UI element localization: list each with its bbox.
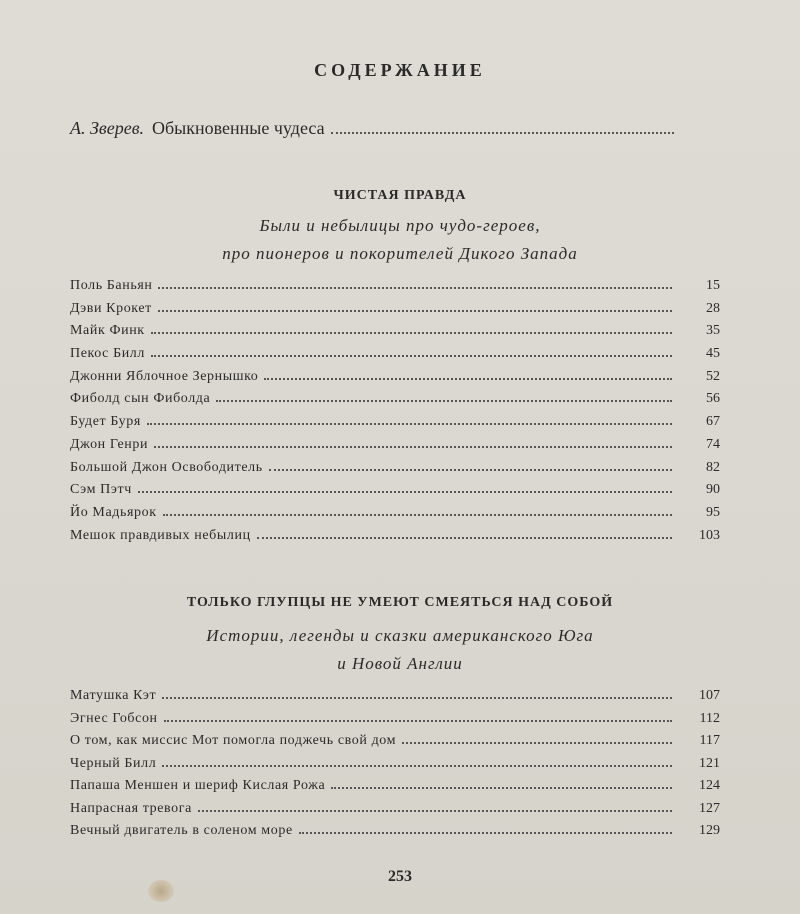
- toc-entry-title: Вечный двигатель в соленом море: [70, 823, 293, 838]
- toc-entry-title: Джонни Яблочное Зернышко: [70, 368, 259, 384]
- toc-entry-title: Мешок правдивых небылиц: [70, 527, 251, 543]
- toc-entry: [70, 278, 720, 301]
- toc-entry-page: 121: [699, 755, 720, 771]
- toc-entry: [70, 391, 720, 414]
- toc-entry-page: 74: [706, 436, 720, 452]
- toc-entry-page: 67: [706, 414, 720, 430]
- toc-entry-page: 124: [699, 778, 720, 793]
- toc-entry-page: 56: [706, 391, 720, 407]
- toc-entry-page: 28: [706, 300, 720, 316]
- leader-dots: [158, 287, 672, 289]
- leader-dots: [269, 469, 672, 471]
- leader-dots: [164, 720, 672, 722]
- intro-author: А. Зверев.: [70, 118, 145, 138]
- toc-entry-title: Матушка Кэт: [70, 688, 157, 703]
- leader-dots: [331, 132, 674, 134]
- leader-dots: [299, 832, 672, 834]
- toc-entry: [70, 733, 720, 756]
- toc-entry-title: Эгнес Гобсон: [70, 710, 158, 726]
- section1-subtitle-line2: про пионеров и покорителей Дикого Запада: [222, 244, 578, 263]
- leader-dots: [138, 491, 672, 493]
- toc-entry: [70, 301, 720, 324]
- toc-entry: [70, 460, 720, 483]
- toc-entry: [70, 482, 720, 505]
- toc-entry: [70, 505, 720, 528]
- toc-entry-page: 129: [699, 823, 720, 838]
- toc-entry-page: 52: [706, 368, 720, 384]
- leader-dots: [264, 378, 672, 380]
- toc-entry-title: О том, как миссис Мот помогла поджечь свой дом: [70, 733, 397, 748]
- leader-dots: [162, 765, 672, 767]
- toc-entry: [70, 711, 720, 734]
- leader-dots: [198, 810, 672, 812]
- leader-dots: [151, 332, 672, 334]
- toc-entry-title: Майк Финк: [70, 323, 145, 339]
- toc-entry-page: 82: [706, 459, 720, 475]
- section2-subtitle-line1: Истории, легенды и сказки американского Юга: [206, 626, 594, 645]
- leader-dots: [163, 514, 672, 516]
- toc-entry-page: 45: [706, 346, 720, 362]
- toc-entry: [70, 823, 720, 846]
- leader-dots: [158, 310, 672, 312]
- leader-dots: [147, 423, 672, 425]
- toc-entry-title: Пекос Билл: [70, 346, 145, 362]
- toc-entry-page: 103: [699, 527, 720, 543]
- toc-entry-page: 35: [706, 323, 720, 339]
- section2-subtitle-line2: и Новой Англии: [337, 654, 463, 673]
- toc-entry-title: Дэви Крокет: [70, 300, 152, 316]
- leader-dots: [216, 400, 672, 402]
- leader-dots: [402, 742, 672, 744]
- leader-dots: [154, 446, 672, 448]
- toc-entry-title: Йо Мадьярок: [70, 504, 157, 520]
- toc-entry: [70, 437, 720, 460]
- toc-entry-page: 107: [699, 688, 720, 703]
- toc-entry-title: Фиболд сын Фиболда: [70, 391, 211, 407]
- toc-entry-title: Большой Джон Освободитель: [70, 459, 263, 475]
- toc-entry-title: Сэм Пэтч: [70, 482, 132, 498]
- section1-title: ЧИСТАЯ ПРАВДА: [333, 188, 467, 203]
- toc-entry-title: Будет Буря: [70, 414, 141, 430]
- intro-entry: [70, 118, 680, 139]
- toc-entry: [70, 688, 720, 711]
- toc-entry: [70, 528, 720, 551]
- section2-toc: [70, 688, 720, 846]
- toc-entry-page: 117: [699, 733, 720, 748]
- toc-entry: [70, 346, 720, 369]
- toc-entry-page: 90: [706, 482, 720, 498]
- toc-entry: [70, 756, 720, 779]
- page-number: 253: [388, 868, 412, 885]
- leader-dots: [162, 697, 672, 699]
- toc-entry: [70, 801, 720, 824]
- toc-entry: [70, 414, 720, 437]
- toc-entry-page: 112: [699, 710, 720, 726]
- paper-stain: [148, 880, 174, 902]
- toc-entry-page: 15: [706, 278, 720, 293]
- toc-entry-title: Поль Баньян: [70, 278, 153, 293]
- toc-entry-title: Папаша Меншен и шериф Кислая Рожа: [70, 778, 326, 793]
- toc-entry-title: Джон Генри: [70, 436, 149, 452]
- leader-dots: [257, 537, 672, 539]
- page-heading: СОДЕРЖАНИЕ: [314, 60, 486, 80]
- leader-dots: [151, 355, 672, 357]
- toc-entry: [70, 778, 720, 801]
- toc-entry: [70, 323, 720, 346]
- toc-entry-page: 127: [699, 800, 720, 816]
- toc-entry-page: 95: [706, 504, 720, 520]
- section1-toc: [70, 278, 720, 550]
- toc-entry-title: Черный Билл: [70, 755, 157, 771]
- leader-dots: [331, 787, 672, 789]
- section1-subtitle-line1: Были и небылицы про чудо-героев,: [259, 216, 541, 235]
- section2-title: ТОЛЬКО ГЛУПЦЫ НЕ УМЕЮТ СМЕЯТЬСЯ НАД СОБОЙ: [186, 595, 614, 610]
- toc-entry: [70, 369, 720, 392]
- toc-entry-title: Напрасная тревога: [70, 800, 192, 816]
- intro-title: Обыкновенные чудеса: [152, 118, 325, 138]
